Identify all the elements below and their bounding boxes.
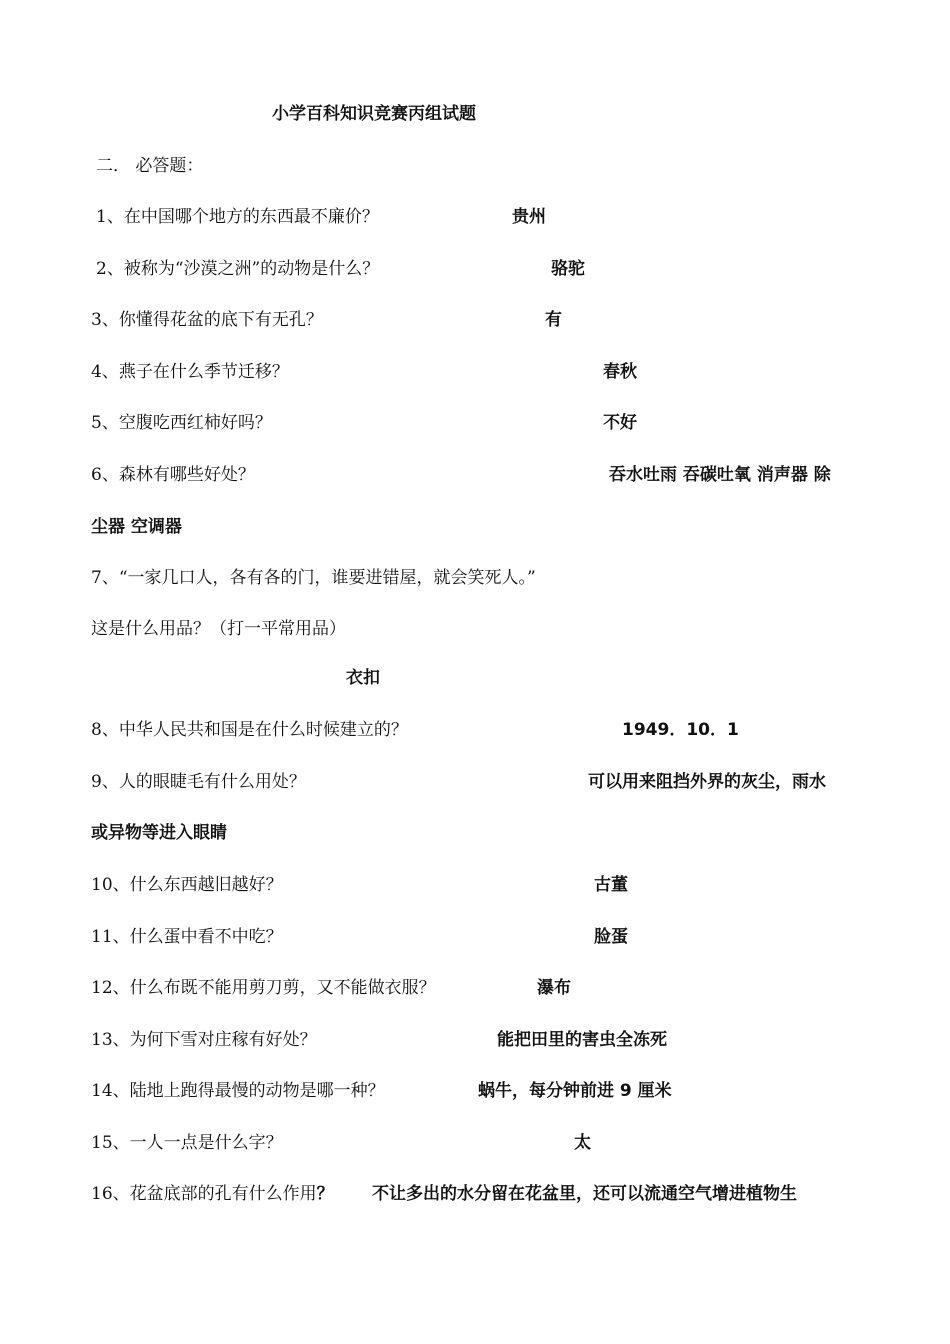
answer-5: 不好 bbox=[603, 413, 637, 433]
section-heading: 二． 必答题： bbox=[96, 156, 204, 176]
question-3: 3、你懂得花盆的底下有无孔？ bbox=[91, 310, 323, 330]
answer-6: 吞水吐雨 吞碳吐氧 消声器 除 bbox=[609, 465, 831, 485]
answer-13: 能把田里的害虫全冻死 bbox=[497, 1030, 667, 1050]
question-12: 12、什么布既不能用剪刀剪，又不能做衣服？ bbox=[91, 978, 436, 998]
question-7-line-2: 这是什么用品？（打一平常用品） bbox=[91, 619, 346, 639]
question-10: 10、什么东西越旧越好？ bbox=[91, 875, 283, 895]
question-1: 1、在中国哪个地方的东西最不廉价？ bbox=[96, 207, 379, 227]
question-16-text: 16、花盆底部的孔有什么作用 bbox=[91, 1184, 317, 1204]
question-4: 4、燕子在什么季节迁移？ bbox=[91, 362, 289, 382]
answer-15: 太 bbox=[574, 1133, 591, 1153]
question-5: 5、空腹吃西红柿好吗？ bbox=[91, 413, 272, 433]
answer-11: 脸蛋 bbox=[594, 927, 628, 947]
question-9: 9、人的眼睫毛有什么用处？ bbox=[91, 772, 306, 792]
document-title: 小学百科知识竞赛丙组试题 bbox=[272, 104, 476, 124]
answer-6-continued: 尘器 空调器 bbox=[91, 517, 182, 537]
answer-3: 有 bbox=[545, 310, 562, 330]
question-13: 13、为何下雪对庄稼有好处？ bbox=[91, 1030, 317, 1050]
answer-4: 春秋 bbox=[603, 362, 637, 382]
question-14: 14、陆地上跑得最慢的动物是哪一种？ bbox=[91, 1081, 385, 1101]
answer-1: 贵州 bbox=[512, 207, 546, 227]
question-11: 11、什么蛋中看不中吃？ bbox=[91, 927, 283, 947]
question-16-mark: ？ bbox=[316, 1184, 334, 1204]
answer-9-continued: 或异物等进入眼睛 bbox=[91, 823, 227, 843]
question-8: 8、中华人民共和国是在什么时候建立的？ bbox=[91, 720, 408, 740]
question-2: 2、被称为“沙漠之洲”的动物是什么？ bbox=[96, 259, 380, 279]
answer-10: 古董 bbox=[594, 875, 628, 895]
answer-7: 衣扣 bbox=[346, 668, 380, 688]
answer-16: 不让多出的水分留在花盆里，还可以流通空气增进植物生 bbox=[372, 1184, 797, 1204]
answer-8: 1949．10．1 bbox=[622, 720, 739, 740]
question-15: 15、一人一点是什么字？ bbox=[91, 1133, 283, 1153]
answer-14: 蜗牛，每分钟前进 9 厘米 bbox=[478, 1081, 672, 1101]
question-16 bbox=[91, 1182, 334, 1206]
answer-12: 瀑布 bbox=[537, 978, 571, 998]
question-7: 7、“一家几口人，各有各的门，谁要进错屋，就会笑死人。” bbox=[91, 568, 536, 588]
question-6: 6、森林有哪些好处？ bbox=[91, 465, 255, 485]
answer-2: 骆驼 bbox=[551, 259, 585, 279]
answer-9: 可以用来阻挡外界的灰尘，雨水 bbox=[588, 772, 826, 792]
